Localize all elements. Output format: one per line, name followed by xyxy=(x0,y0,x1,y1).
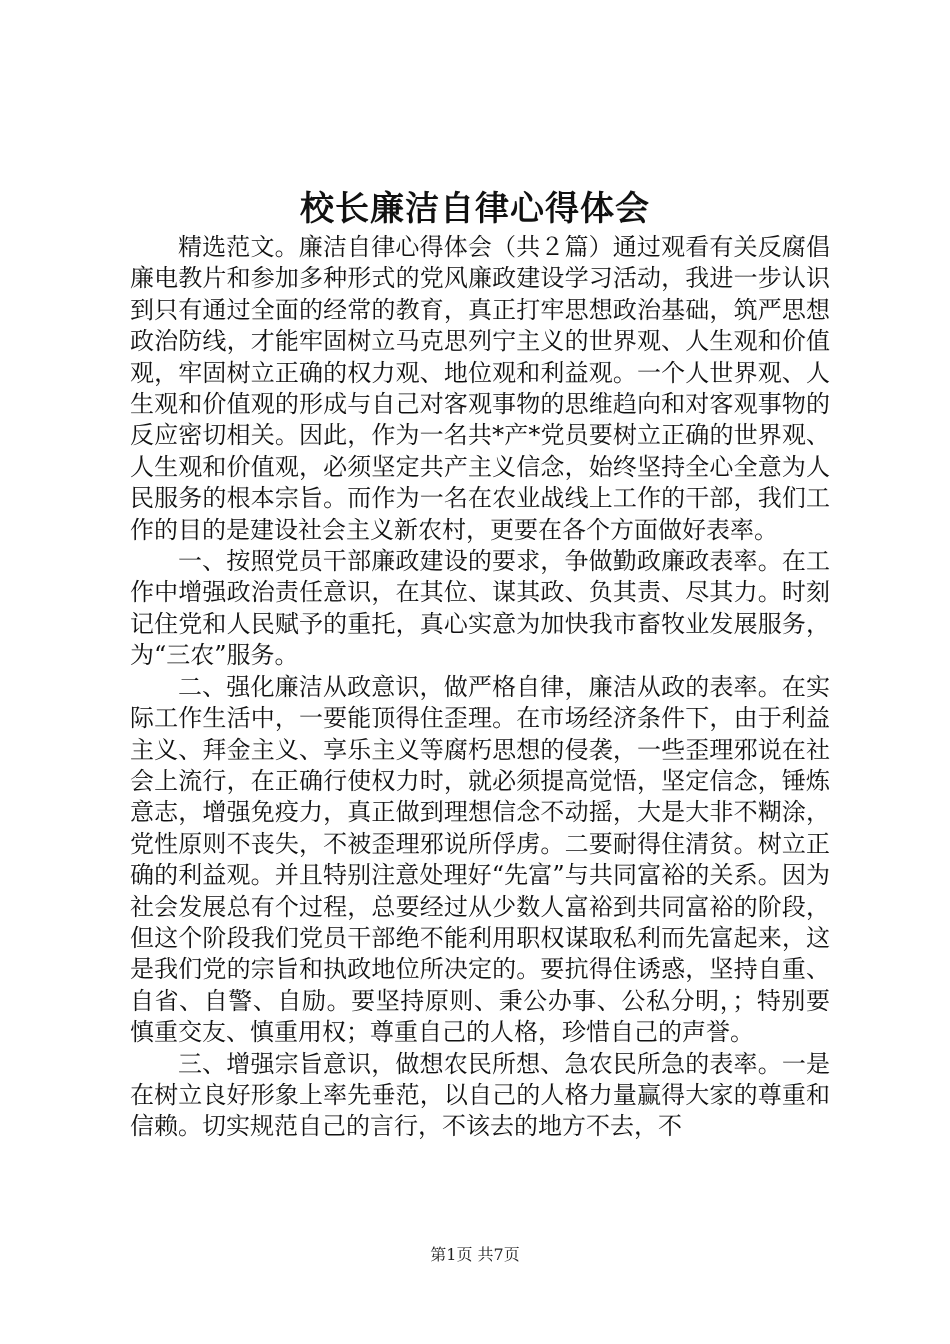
document-body xyxy=(130,232,830,1143)
document-title: 校长廉洁自律心得体会 xyxy=(300,189,650,229)
page-number-footer: 第1页 共7页 xyxy=(430,1245,520,1264)
paragraph-section-1: 一、按照党员干部廉政建设的要求，争做勤政廉政表率。在工作中增强政治责任意识，在其位、谋其政、负其责、尽其力。时刻记住党和人民赋予的重托，真心实意为加快我市畜牧业发展服务，为“三农”服务。 xyxy=(130,547,830,670)
paragraph-intro: 精选范文。廉洁自律心得体会（共２篇）通过观看有关反腐倡廉电教片和参加多种形式的党风廉政建设学习活动，我进一步认识到只有通过全面的经常的教育，真正打牢思想政治基础，筑严思想政治防线，才能牢固树立马克思列宁主义的世界观、人生观和价值观，牢固树立正确的权力观、地位观和利益观。一个人世界观、人生观和价值观的形成与自己对客观事物的思维趋向和对客观事物的反应密切相关。因此，作为一名共*产*党员要树立正确的世界观、人生观和价值观，必须坚定共产主义信念，始终坚持全心全意为人民服务的根本宗旨。而作为一名在农业战线上工作的干部，我们工作的目的是建设社会主义新农村，更要在各个方面做好表率。 xyxy=(130,233,830,544)
paragraph-section-2: 二、强化廉洁从政意识，做严格自律，廉洁从政的表率。在实际工作生活中，一要能顶得住歪理。在市场经济条件下，由于利益主义、拜金主义、享乐主义等腐朽思想的侵袭，一些歪理邪说在社会上流行，在正确行使权力时，就必须提高觉悟，坚定信念，锤炼意志，增强免疫力，真正做到理想信念不动摇，大是大非不糊涂，党性原则不丧失，不被歪理邪说所俘虏。二要耐得住清贫。树立正确的利益观。并且特别注意处理好“先富”与共同富裕的关系。因为社会发展总有个过程，总要经过从少数人富裕到共同富裕的阶段，但这个阶段我们党员干部绝不能利用职权谋取私利而先富起来，这是我们党的宗旨和执政地位所决定的。要抗得住诱惑，坚持自重、自省、自警、自励。要坚持原则、秉公办事、公私分明，；特别要慎重交友、慎重用权；尊重自己的人格，珍惜自己的声誉。 xyxy=(130,672,830,1047)
paragraph-section-3: 三、增强宗旨意识，做想农民所想、急农民所急的表率。一是在树立良好形象上率先垂范，以自己的人格力量赢得大家的尊重和信赖。切实规范自己的言行，不该去的地方不去，不 xyxy=(130,1049,830,1141)
